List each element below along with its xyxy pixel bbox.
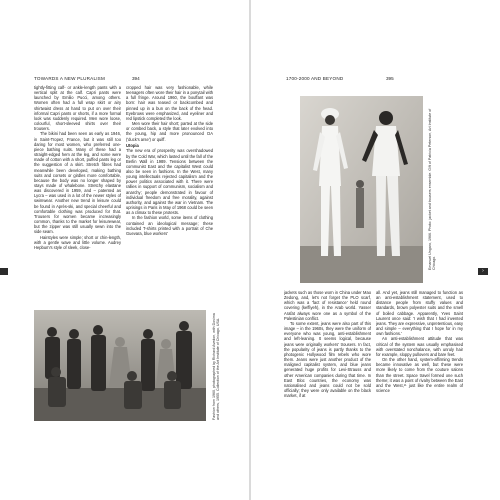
right-column-2: [376, 290, 463, 426]
paragraph: Hairstyles were simple; short or chin-length, with a gentle wave and little volume. Audrey Hepburn's style of sleek, close-: [34, 234, 121, 250]
section-subhead: Utopia: [126, 143, 139, 149]
left-page-number: 394: [132, 76, 140, 81]
paragraph: tightly-fitting calf- or ankle-length pants with a vertical split at the calf. Capri pants were launched by Emilio Pucci, among others. Women often had a full wrap skirt or airy shirtwaist dress at hand to put on over their informal Capri pants or shorts, if a more formal look was suddenly required. Men wore loose, colourful, short-sleeved shirts over their trousers.: [34, 85, 121, 132]
mod-photo-art: [300, 96, 423, 283]
right-page-number: 395: [386, 76, 394, 81]
left-column-2: [126, 85, 213, 306]
group-fashion-photo: [34, 310, 206, 421]
left-column-1: [34, 85, 121, 285]
right-edge-tab: ›: [478, 268, 488, 275]
paragraph: Men wore their hair short; parted at the side or combed back, a style that later evolved into the young, hip and more pronounced DA ('duck's arse') or quiff.: [126, 121, 213, 142]
right-running-head: 1700-2000 AND BEYOND: [286, 76, 344, 81]
group-photo-art: [34, 310, 206, 421]
paragraph: The bikini had been seen as early as 1946, in Saint-Tropez, France, but it was still too daring for most women, who preferred one-piece bathing suits. Many of these had a straight-edged hem at the leg, and some were made of cotton with a short, puffed pants leg or the suggestion of a skirt. Stretch fibres had meanwhile been developed, making bathing suits and corsets or girdles more comfortable, because the body was no longer shaped by stays made of whalebone. Stretchy elastane was discovered in 1959, and – patented as Lycra – was used in a lot of the newer styles of swimwear. Another new trend in leisure could be found in Après-ski, and special cheerful and comfortable clothing was produced for that. Trousers for women became increasingly common, thanks to the market for leisurewear, but the zipper was still usually sewn into the side seam.: [34, 131, 121, 235]
mod-fashion-photo: [300, 96, 423, 283]
paragraph: In the fashion world, some items of clothing contained an ideological message; these included T-shirts printed with a portrait of Che Guevara, blue workers': [126, 215, 213, 236]
paragraph: To some extent, jeans were also part of this image – in the 1960s, they were the uniform of everyone who was young, anti-establishment and left-leaning. It seems logical, because jeans were originally workers' trousers. In fact, the popularity of jeans is partly thanks to the photogenic Hollywood film rebels who wore them. Jeans were just another product of the maligned capitalist system, and blue jeans generated huge profits for Levi-Strauss and other American companies during that time. In East Bloc countries, the economy was nationalised and jeans could not be sold officially; they were only available on the black market, if at: [284, 320, 371, 399]
left-edge-tab: [0, 268, 8, 275]
paragraph: cropped hair was very fashionable, while teenagers often wore their hair in a ponytail with a full fringe. Around 1960, the bouffant was born: hair was teased or backcombed and pinned up in a bun on the back of the head. Eyebrows were emphasized, and eyeliner and red lipstick completed the look.: [126, 85, 213, 121]
left-photo-caption: Fashion from 1960, photographed by Richard Avedon, with Dovima and others, 1955. Collection of the Art Institute of Chicago, USA.: [212, 313, 221, 420]
right-column-1: [284, 290, 371, 426]
paragraph: An anti-establishment attitude that was critical of the system was usually emphasised with overstated nonchalance, with unruly hair for example, sloppy pullovers and bare feet.: [376, 336, 463, 357]
paragraph: jackets such as those worn in China under Mao Zedong, and, let's not forget the PLO scarf, which was a 'fact of resistance' held round covering (keffiyeh), in the Arab world. Yasser Arafat always wore one as a symbol of the Palestinian conflict.: [284, 290, 371, 321]
right-page: [250, 0, 500, 500]
left-running-head: TOWARDS A NEW PLURALISM: [34, 76, 105, 81]
right-photo-caption: Emanuel Ungaro, 1966. Photo: jacket and trousers ensemble. Gift of Patricia Peterson, Art Institute of Chicago.: [428, 108, 437, 270]
paragraph: all. And yet, jeans still managed to function as an anti-establishment statement, used to distance people from stuffy values and standards, brown polyester suits and the smell of boiled cabbage. Apparently, Yves Saint Laurent once said: 'I wish that I had invented jeans. They are expressive, unpretentious, easy and simple – everything that I hope for in my own fashions.': [376, 290, 463, 337]
paragraph: The new era of prosperity was overshadowed by the Cold War, which lasted until the fall of the Berlin Wall in 1989. Tensions between the communist East and the capitalist West could also be seen in fashions. In the West, many young intellectuals rejected capitalism and the power politics associated with it. There were rallies in support of communism, socialism and anarchy; people demonstrated in favour of individual freedom and free morality, against authority, and against the war in Vietnam. The uprisings in Paris in May of 1968 could be seen as a climax to these protests.: [126, 148, 213, 216]
paragraph: On the other hand, system-affirming trends became innovative as well, but these were more likely to come from the couture salons than the street. Space travel formed one such theme; it was a point of rivalry between the East and the West,¹¹ just like the entire realm of science: [376, 357, 463, 393]
